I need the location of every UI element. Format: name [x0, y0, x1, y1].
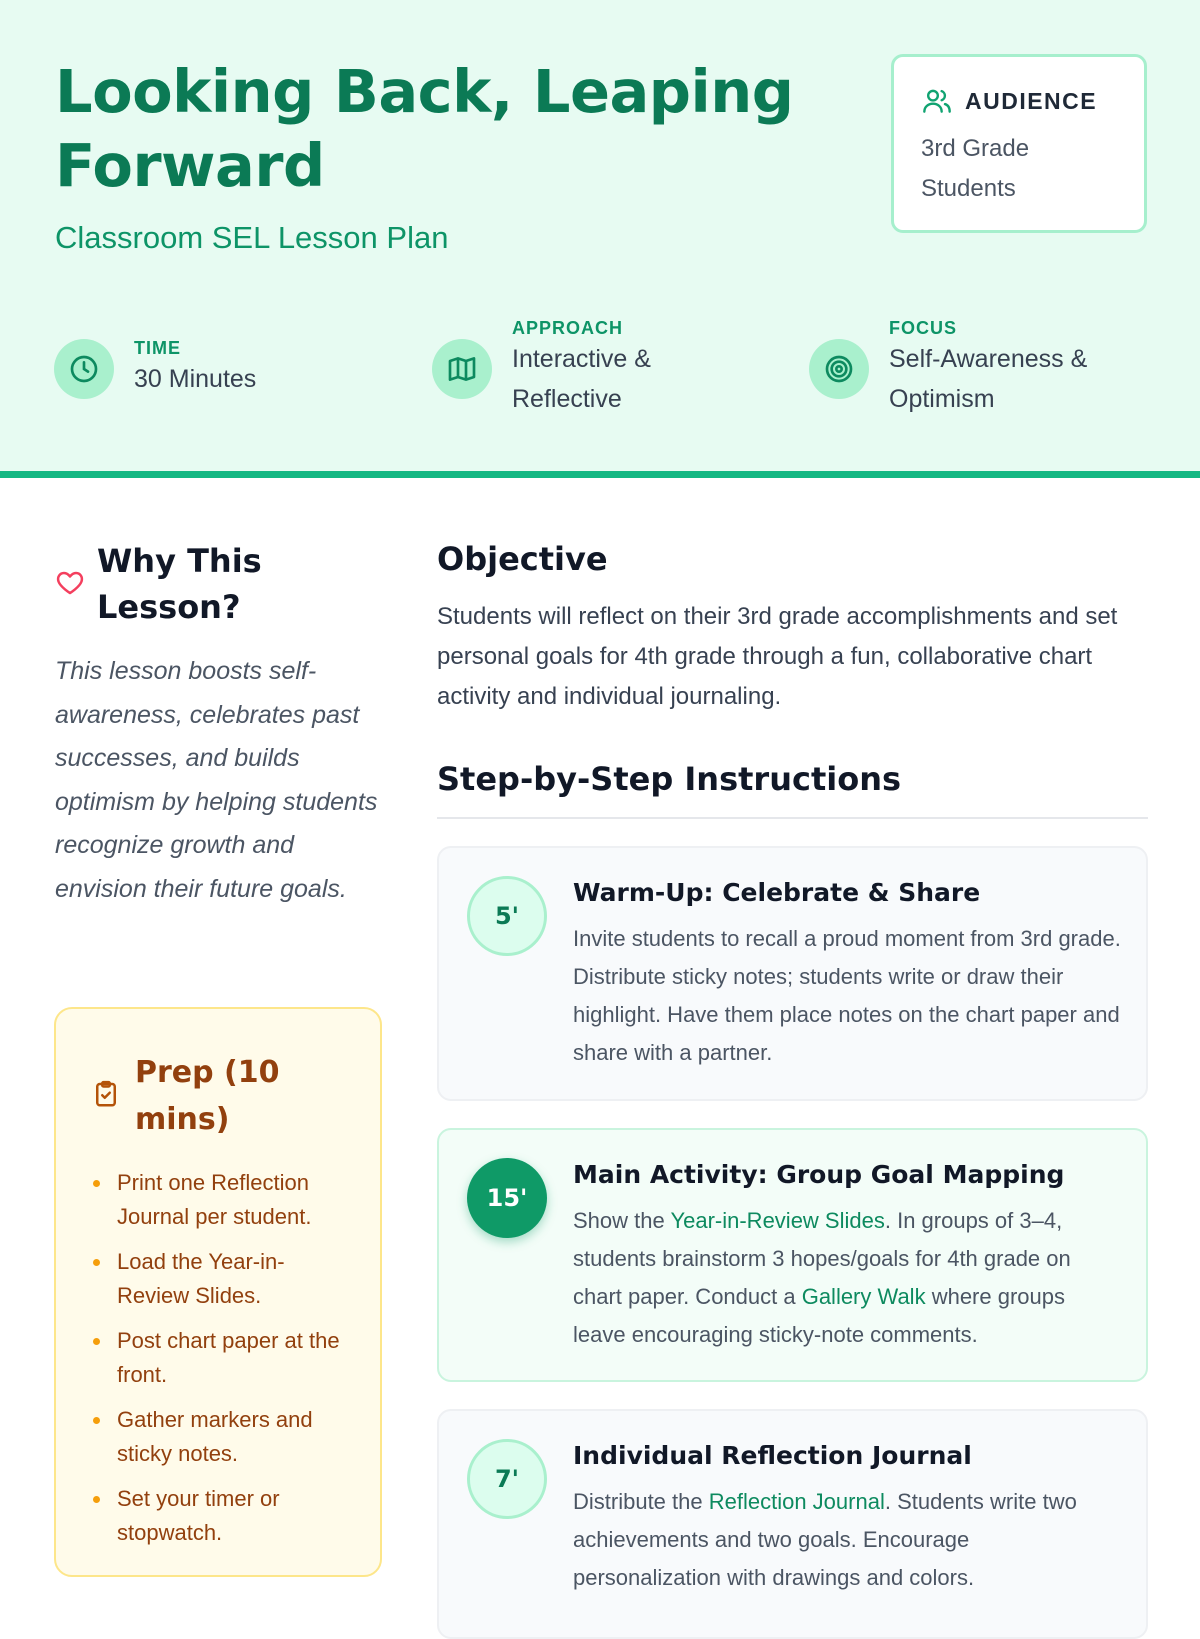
meta-approach-label: APPROACH [512, 318, 624, 338]
prep-item: Set your timer or stopwatch. [91, 1482, 351, 1549]
prep-item: Load the Year-in-Review Slides. [91, 1245, 351, 1312]
step-body-text: Show the [573, 1208, 671, 1233]
year-in-review-slides-link[interactable]: Year-in-Review Slides [670, 1208, 885, 1233]
why-text: This lesson boosts self-awareness, celebrates past successes, and builds optimism by helping students recognize growth and envision their future goals. [55, 657, 378, 903]
objective-title: Objective [437, 540, 608, 578]
step-body [573, 1202, 1123, 1354]
why-title: Why This Lesson? [97, 542, 262, 626]
step-time-badge: 7' [467, 1439, 547, 1519]
meta-focus-label: FOCUS [889, 318, 957, 338]
step-time-badge: 5' [467, 876, 547, 956]
step-card-warmup [437, 846, 1148, 1101]
step-body [573, 1483, 1123, 1597]
page-title: Looking Back, Leaping Forward [55, 57, 794, 200]
audience-label: AUDIENCE [965, 87, 1098, 114]
reflection-journal-link[interactable]: Reflection Journal [708, 1489, 885, 1514]
page-subtitle: Classroom SEL Lesson Plan [55, 220, 449, 255]
meta-focus [809, 318, 1139, 419]
meta-time-label: TIME [134, 338, 181, 358]
meta-time-value: 30 Minutes [134, 365, 257, 393]
step-title: Main Activity: Group Goal Mapping [573, 1160, 1065, 1189]
step-body-text: . Students write two achievements and two goals. Encourage personalization with drawings and colors. [573, 1489, 1077, 1590]
steps-divider [437, 817, 1148, 819]
step-body-text: Distribute the [573, 1489, 709, 1514]
meta-focus-circle [809, 339, 869, 399]
audience-card [891, 54, 1147, 233]
step-time-badge: 15' [467, 1158, 547, 1238]
meta-approach-value: Interactive & Reflective [512, 345, 651, 413]
steps-title: Step-by-Step Instructions [437, 760, 902, 798]
step-body-text: . In groups of 3–4, students brainstorm 3 hopes/goals for 4th grade on chart paper. Conduct a [573, 1208, 1071, 1309]
prep-card [54, 1007, 382, 1577]
prep-item: Gather markers and sticky notes. [91, 1403, 351, 1470]
clock-icon [68, 353, 100, 385]
target-icon [823, 353, 855, 385]
meta-time [54, 338, 256, 399]
step-body-text: where groups leave encouraging sticky-note comments. [573, 1284, 1065, 1347]
meta-approach [432, 318, 712, 419]
step-card-reflection [437, 1409, 1148, 1639]
meta-focus-value: Self-Awareness & Optimism [889, 345, 1088, 413]
prep-list [91, 1166, 351, 1561]
meta-time-circle [54, 339, 114, 399]
lesson-header [0, 0, 1200, 478]
prep-item: Post chart paper at the front. [91, 1324, 351, 1391]
why-heading [55, 538, 337, 630]
prep-item: Print one Reflection Journal per student. [91, 1166, 351, 1233]
clipboard-check-icon [91, 1079, 121, 1109]
gallery-walk-link[interactable]: Gallery Walk [801, 1284, 926, 1309]
meta-approach-circle [432, 339, 492, 399]
audience-value: 3rd Grade Students [921, 135, 1030, 202]
map-icon [446, 353, 478, 385]
objective-text: Students will reflect on their 3rd grade accomplishments and set personal goals for 4th grade through a fun, collaborative chart activity and individual journaling. [437, 603, 1118, 710]
step-body: Invite students to recall a proud moment from 3rd grade. Distribute sticky notes; students write or draw their highlight. Have them place notes on the chart paper and share with a partner. [573, 926, 1121, 1065]
step-title: Individual Reflection Journal [573, 1441, 972, 1470]
step-card-main-activity [437, 1128, 1148, 1382]
step-title: Warm-Up: Celebrate & Share [573, 878, 981, 907]
prep-title: Prep (10 mins) [135, 1055, 280, 1137]
heart-icon [55, 568, 85, 598]
users-icon [921, 85, 953, 117]
